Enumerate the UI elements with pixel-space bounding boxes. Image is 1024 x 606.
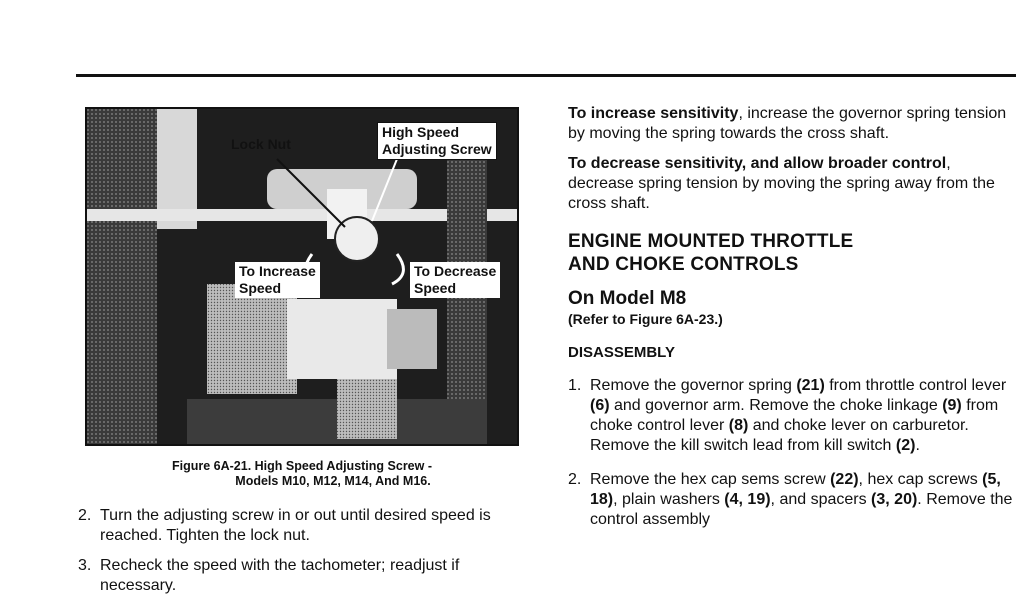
header-rule <box>76 74 1016 77</box>
text-run: and governor arm. Remove the choke linkage <box>609 397 943 414</box>
increase-sensitivity-paragraph <box>568 104 1014 144</box>
disassembly-heading: DISASSEMBLY <box>568 344 675 361</box>
figure-photo <box>85 107 519 446</box>
left-step-3 <box>78 556 518 596</box>
part-ref: (8) <box>728 417 749 434</box>
para-bold: To increase sensitivity <box>568 105 739 122</box>
step-text <box>590 471 1012 528</box>
step-number: 1. <box>568 377 582 394</box>
text-run: Remove the hex cap sems screw <box>590 471 831 488</box>
part-ref: (3, 20) <box>871 491 918 508</box>
part-ref: (21) <box>796 377 825 394</box>
text-run: . <box>915 437 920 454</box>
part-ref: (6) <box>590 397 610 414</box>
para-bold: To decrease sensitivity, and allow broader control <box>568 155 947 172</box>
para-text: , increase the governor spring tension by moving the spring towards the cross shaft. <box>568 105 1007 142</box>
caption-line-2: Models M10, M12, M14, And M16. <box>235 474 431 488</box>
callout-lock-nut: Lock Nut <box>231 136 291 152</box>
text-run: from throttle control lever <box>824 377 1007 394</box>
caption-line-1: Figure 6A-21. High Speed Adjusting Screw - <box>172 459 432 473</box>
left-step-list <box>78 506 518 606</box>
para-text: , decrease spring tension by moving the spring away from the cross shaft. <box>568 155 995 212</box>
callout-decrease-speed: To Decrease Speed <box>410 262 500 298</box>
section-heading-line-1: ENGINE MOUNTED THROTTLE <box>568 231 854 252</box>
step-number: 2. <box>568 471 582 488</box>
decrease-sensitivity-paragraph <box>568 154 1014 214</box>
part-ref: (5, 18) <box>590 471 1001 508</box>
figure-caption <box>85 459 519 489</box>
left-step-2 <box>78 506 518 546</box>
part-ref: (2) <box>895 437 916 454</box>
text-run: , hex cap screws <box>858 471 983 488</box>
step-number: 3. <box>78 557 92 574</box>
text-run: from choke control lever <box>590 397 999 434</box>
part-ref: (9) <box>942 397 962 414</box>
callout-high-speed-screw: High Speed Adjusting Screw <box>377 122 497 160</box>
callout-increase-speed: To Increase Speed <box>235 262 320 298</box>
section-heading-line-2: AND CHOKE CONTROLS <box>568 254 799 275</box>
step-number: 2. <box>78 507 92 524</box>
step-text: Recheck the speed with the tachometer; readjust if necessary. <box>100 557 460 594</box>
text-run: . Remove the control assembly <box>590 491 1013 528</box>
text-run: Remove the governor spring <box>590 377 797 394</box>
step-text: Turn the adjusting screw in or out until desired speed is reached. Tighten the lock nut. <box>100 507 491 544</box>
step-text <box>590 377 1006 454</box>
part-ref: (4, 19) <box>724 491 771 508</box>
section-heading <box>568 230 1014 276</box>
text-run: , plain washers <box>613 491 725 508</box>
text-run: , and spacers <box>770 491 872 508</box>
right-step-1 <box>568 376 1014 456</box>
part-ref: (22) <box>830 471 859 488</box>
right-column <box>568 104 1014 544</box>
right-step-2 <box>568 470 1014 530</box>
model-heading: On Model M8 <box>568 288 687 309</box>
text-run: and choke lever on carburetor. Remove the kill switch lead from kill switch <box>590 417 969 454</box>
figure-reference-note: (Refer to Figure 6A-23.) <box>568 311 723 327</box>
